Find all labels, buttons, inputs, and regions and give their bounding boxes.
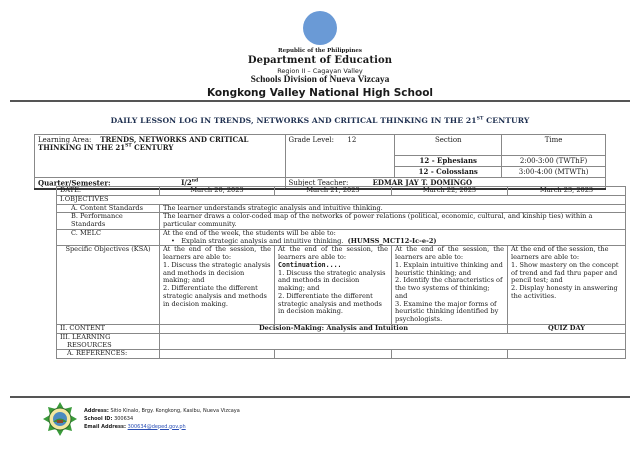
- document-title: [0, 116, 640, 125]
- content-topic: Decision-Making: Analysis and Intuition: [160, 325, 508, 334]
- lesson-info-table: [34, 134, 606, 190]
- lesson-log-table: [56, 186, 626, 359]
- references-label: A. REFERENCES:: [57, 350, 160, 359]
- grade-level-label: Grade Level:: [288, 136, 334, 144]
- school-id-value: 300634: [114, 415, 134, 422]
- references-cell: [508, 350, 626, 359]
- learning-area-text: TRENDS, NETWORKS AND CRITICAL THINKING IN THE 21: [38, 135, 249, 153]
- learning-resources-label: III. LEARNING RESOURCES: [57, 333, 160, 350]
- melc-label: C. MELC: [57, 229, 160, 246]
- objective-item: 1. Explain intuitive thinking and heuristic thinking; and: [395, 260, 503, 277]
- specific-objective-day-1: [160, 246, 275, 325]
- region-label: Region II – Cagayan Valley: [277, 67, 363, 75]
- specific-objectives-label: Specific Objectives (KSA): [57, 246, 160, 325]
- time-header: Time: [502, 135, 606, 156]
- email-link[interactable]: 300634@deped.gov.ph: [127, 423, 186, 430]
- objective-item: 3. Examine the major forms of heuristic thinking identified by psychologists.: [395, 299, 499, 324]
- objective-item: 2. Display honesty in answering the activities.: [511, 284, 618, 300]
- date-cell: March 22, 2023: [392, 187, 508, 196]
- footer-email: [84, 424, 240, 432]
- objective-item: 2. Identify the characteristics of the two systems of thinking; and: [395, 276, 503, 300]
- department-label: Department of Education: [247, 55, 393, 66]
- grade-level-value: 12: [347, 136, 357, 144]
- section-header: Section: [395, 135, 502, 156]
- school-id-label: School ID:: [84, 415, 113, 422]
- date-cell: March 23, 2023: [508, 187, 626, 196]
- grade-level-cell: [285, 135, 395, 178]
- objective-intro: At the end of the session, the learners are able to:: [163, 245, 271, 262]
- learning-area-sup: ST: [125, 144, 132, 150]
- performance-standards-label: B. Performance Standards: [57, 213, 160, 230]
- section-name: 12 - Ephesians: [395, 156, 502, 167]
- footer-school-id: [84, 416, 240, 424]
- performance-standards-text: The learner draws a color-coded map of the networks of power relations (political, economic, cultural, and kinship ties) within a particular community.: [160, 213, 626, 230]
- learning-area-label: Learning Area:: [38, 136, 92, 144]
- date-cell: March 21, 2023: [275, 187, 392, 196]
- header-divider: [10, 100, 630, 102]
- learning-area-end: CENTURY: [131, 143, 174, 153]
- school-logo-icon: [42, 401, 78, 437]
- objective-item: 2. Differentiate the different strategic analysis and methods in decision making.: [163, 284, 267, 308]
- references-cell: [160, 350, 275, 359]
- republic-label: Republic of the Philippines: [278, 48, 362, 54]
- objective-intro: At the end of the session, the learners are able to:: [278, 245, 388, 262]
- melc-bullet-item: • Explain strategic analysis and intuitive thinking. (HUMSS_MCT12-Ic-e-2): [171, 236, 437, 245]
- melc-intro: At the end of the week, the students will be able to:: [163, 228, 336, 237]
- section-name: 12 - Colossians: [395, 167, 502, 178]
- date-cell: March 20, 2023: [160, 187, 275, 196]
- objective-item: 1. Discuss the strategic analysis and methods in decision making; and: [278, 268, 386, 293]
- content-standards-text: The learner understands strategic analysis and intuitive thinking.: [160, 204, 626, 213]
- quarter-sup: nd: [191, 179, 199, 185]
- objectives-heading: I.OBJECTIVES: [57, 195, 626, 204]
- learning-area-cell: [35, 135, 286, 178]
- title-end: CENTURY: [483, 116, 530, 125]
- email-label: Email Address:: [84, 423, 127, 430]
- teacher-label: Subject Teacher:: [288, 179, 349, 188]
- address-value: Sitio Kinalo, Brgy. Kongkong, Kasibu, Nueva Vizcaya: [110, 408, 240, 414]
- objective-continuation: Continuation....: [278, 260, 342, 269]
- specific-objective-day-2: [275, 246, 392, 325]
- objective-item: 2. Differentiate the different strategic analysis and methods in decision making.: [278, 291, 382, 316]
- deped-seal-logo: [303, 11, 337, 45]
- quarter-label: Quarter/Semester:: [38, 178, 111, 188]
- school-name: Kongkong Valley National High School: [206, 87, 434, 99]
- division-label: Schools Division of Nueva Vizcaya: [250, 75, 390, 85]
- teacher-value: EDMAR JAY T. DOMINGO: [372, 178, 473, 188]
- melc-cell: [160, 229, 626, 246]
- objective-item: 1. Show mastery on the concept of trend and fad thru paper and pencil test; and: [511, 260, 619, 285]
- melc-bullet-text: Explain strategic analysis and intuitive thinking.: [181, 236, 344, 245]
- address-label: Address:: [84, 408, 109, 414]
- learning-resources-cell: [160, 333, 626, 350]
- specific-objective-day-4: [508, 246, 626, 325]
- content-standards-label: A. Content Standards: [57, 204, 160, 213]
- objective-intro: At the end of the session, the learners are able to:: [395, 245, 504, 262]
- quarter-value-text: I/2: [181, 178, 192, 188]
- references-cell: [392, 350, 508, 359]
- title-text: DAILY LESSON LOG IN TRENDS, NETWORKS AND CRITICAL THINKING IN THE 21: [110, 116, 477, 125]
- references-cell: [275, 350, 392, 359]
- footer-divider: [10, 396, 630, 398]
- content-label: II. CONTENT: [57, 325, 160, 334]
- date-label: DATE:: [57, 187, 160, 196]
- specific-objective-day-3: [392, 246, 508, 325]
- quiz-day-label: QUIZ DAY: [508, 325, 626, 334]
- title-sup: ST: [476, 116, 484, 122]
- section-time: 2:00-3:00 (TWThF): [502, 156, 606, 167]
- melc-code: (HUMSS_MCT12-Ic-e-2): [347, 236, 437, 245]
- objective-item: 1. Discuss the strategic analysis and methods in decision making; and: [163, 260, 271, 285]
- section-time: 3:00-4:00 (MTWTh): [502, 167, 606, 178]
- footer-contact: [84, 408, 240, 431]
- footer-address: [84, 408, 240, 416]
- objective-intro: At the end of the session, the learners are able to:: [511, 245, 609, 262]
